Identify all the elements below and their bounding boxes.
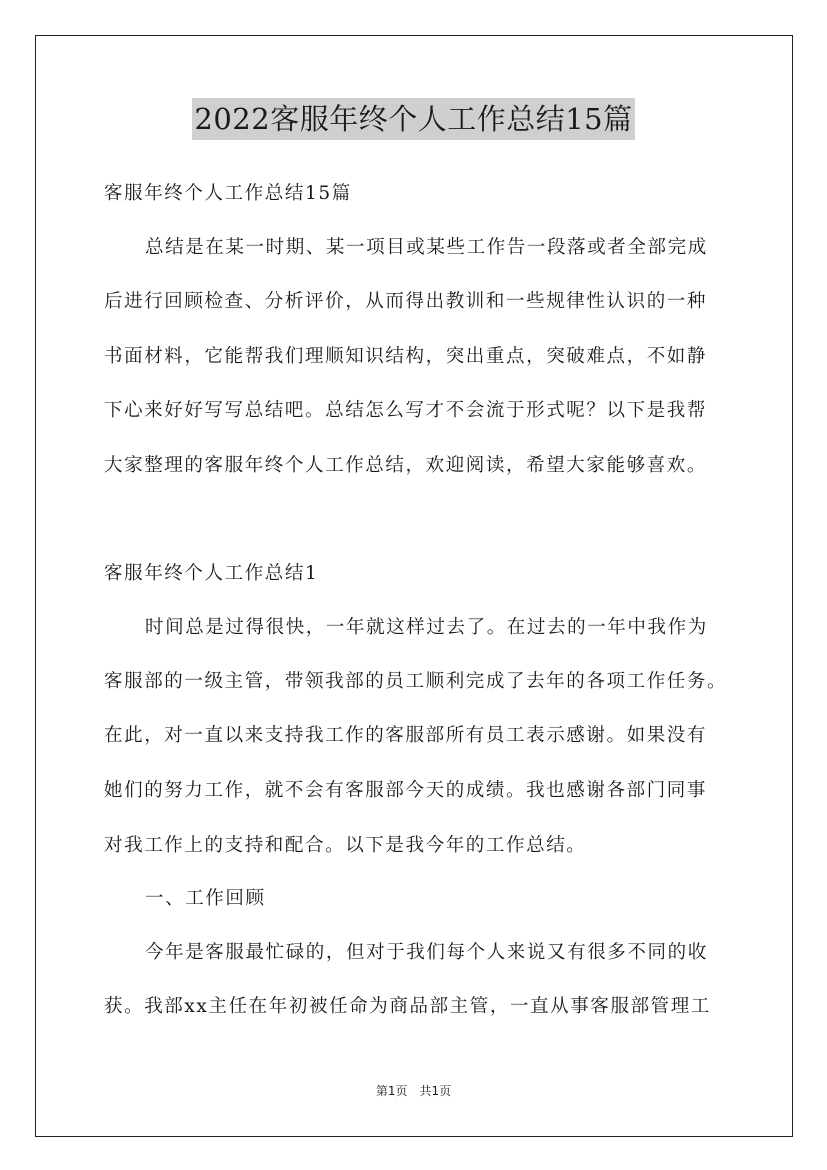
subtitle-line: 客服年终个人工作总结15篇	[104, 183, 352, 204]
paragraph-line: 对我工作上的支持和配合。以下是我今年的工作总结。	[104, 835, 587, 856]
page-footer	[0, 1083, 827, 1099]
paragraph-line: 获。我部xx主任在年初被任命为商品部主管，一直从事客服部管理工	[104, 996, 711, 1017]
paragraph-line: 后进行回顾检查、分析评价，从而得出教训和一些规律性认识的一种	[104, 291, 708, 312]
paragraph-line: 时间总是过得很快，一年就这样过去了。在过去的一年中我作为	[145, 617, 708, 638]
paragraph-line: 在此，对一直以来支持我工作的客服部所有员工表示感谢。如果没有	[104, 725, 708, 746]
document-title: 2022客服年终个人工作总结15篇	[192, 98, 634, 140]
page-total: 共1页	[419, 1084, 452, 1098]
title-container	[0, 98, 827, 140]
section-heading: 客服年终个人工作总结1	[104, 563, 319, 584]
paragraph-line: 书面材料，它能帮我们理顺知识结构，突出重点，突破难点，不如静	[104, 346, 708, 367]
paragraph-line: 下心来好好写写总结吧。总结怎么写才不会流于形式呢？以下是我帮	[104, 400, 708, 421]
paragraph-line: 今年是客服最忙碌的，但对于我们每个人来说又有很多不同的收	[145, 942, 708, 963]
paragraph-line: 她们的努力工作，就不会有客服部今天的成绩。我也感谢各部门同事	[104, 780, 708, 801]
paragraph-line: 总结是在某一时期、某一项目或某些工作告一段落或者全部完成	[145, 237, 708, 258]
page-number: 第1页	[375, 1084, 408, 1098]
paragraph-line: 客服部的一级主管，带领我部的员工顺利完成了去年的各项工作任务。	[104, 671, 728, 692]
paragraph-line: 大家整理的客服年终个人工作总结，欢迎阅读，希望大家能够喜欢。	[104, 455, 708, 476]
subsection-heading: 一、工作回顾	[145, 888, 266, 909]
